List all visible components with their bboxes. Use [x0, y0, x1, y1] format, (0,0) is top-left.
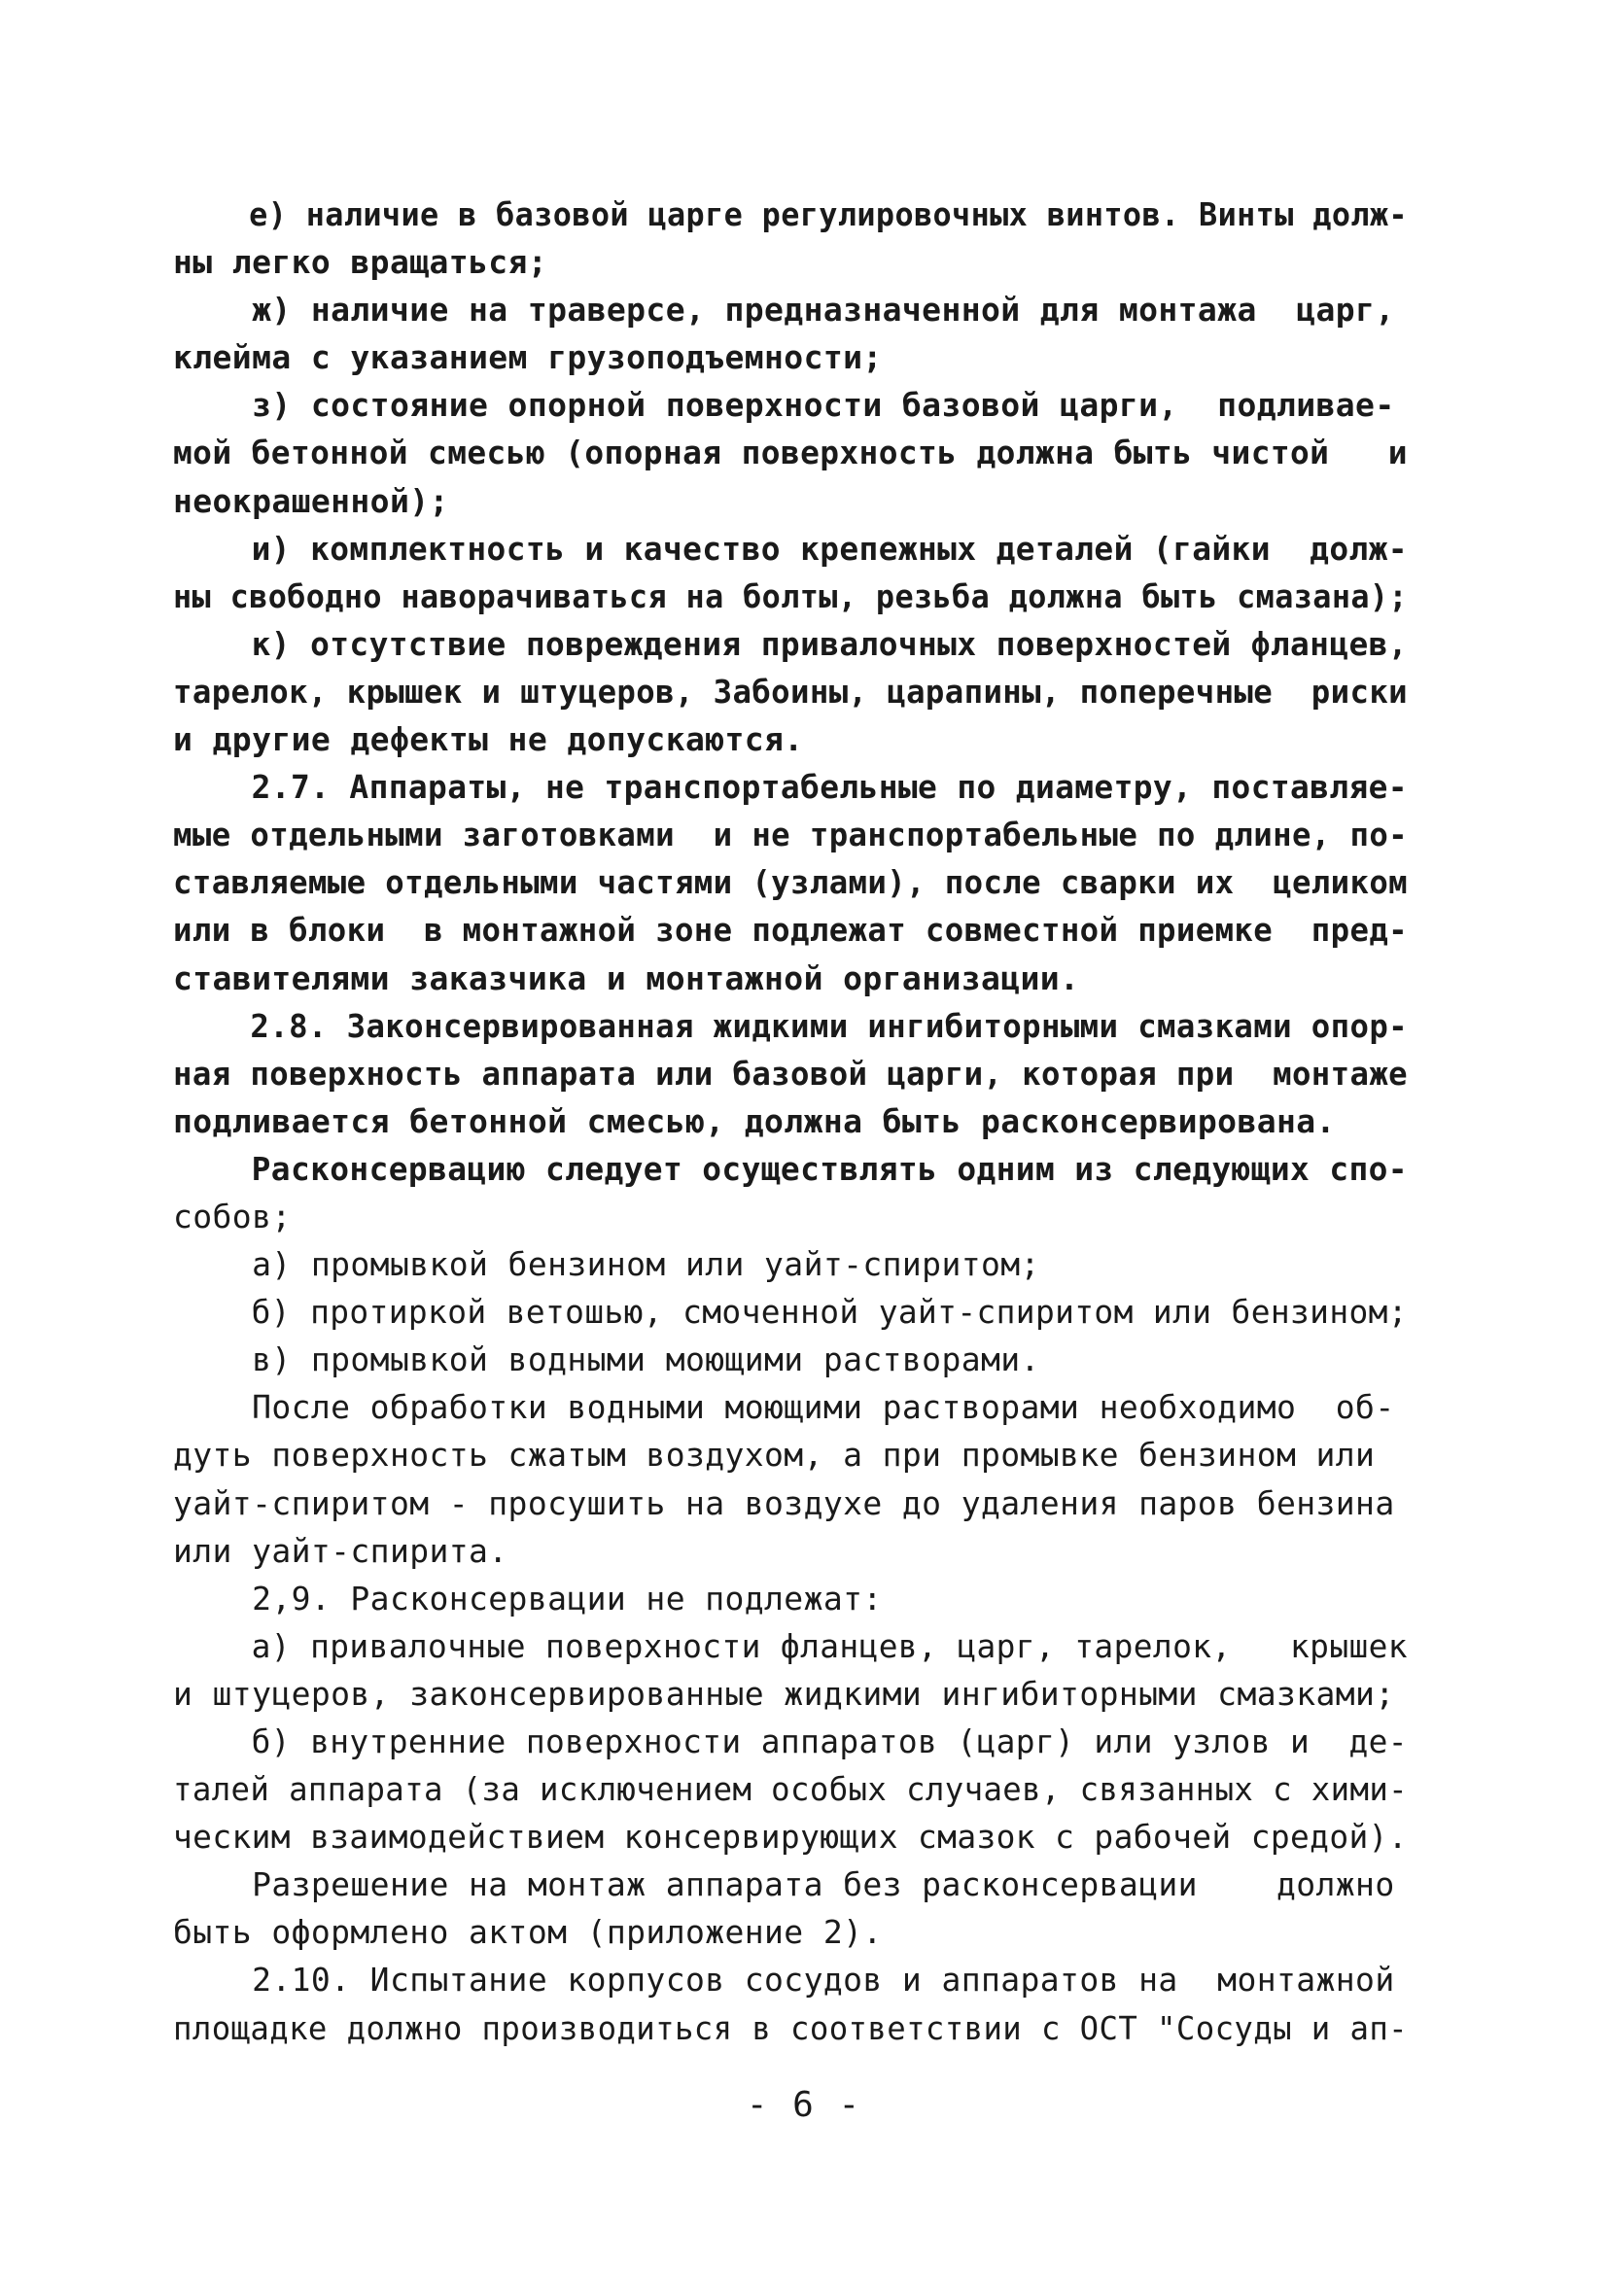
text-line-content: мой бетонной смесью (опорная поверхность должна быть чистой и	[173, 434, 1408, 472]
text-line-content: Расконсервацию следует осуществлять одним из следующих спо-	[173, 1149, 1408, 1188]
text-line	[173, 238, 1408, 286]
text-line	[173, 955, 1408, 1002]
text-line	[173, 286, 1408, 333]
text-line	[173, 1145, 1408, 1193]
text-line-content: к) отсутствие повреждения привалочных поверхностей фланцев,	[173, 624, 1408, 663]
text-line	[173, 906, 1408, 954]
text-line-content: 2.8. Законсервированная жидкими ингибиторными смазками опор-	[173, 1006, 1409, 1045]
text-line-content: ж) наличие на траверсе, предназначенной для монтажа царг,	[173, 291, 1395, 330]
text-line	[173, 191, 1408, 238]
text-line-content: ны легко вращаться;	[173, 243, 548, 282]
text-line	[173, 1622, 1408, 1670]
text-line	[173, 381, 1408, 429]
text-line-content: уайт-спиритом - просушить на воздухе до удаления паров бензина	[173, 1483, 1395, 1522]
text-line	[173, 620, 1408, 668]
text-line	[173, 1813, 1408, 1861]
text-line-content: б) протиркой ветошью, смоченной уайт-спиритом или бензином;	[173, 1293, 1408, 1332]
text-line-content: дуть поверхность сжатым воздухом, а при промывке бензином или	[173, 1436, 1376, 1475]
page-number: - 6 -	[746, 2085, 862, 2125]
text-line-content: и) комплектность и качество крепежных деталей (гайки долж-	[173, 529, 1408, 568]
text-line	[173, 573, 1408, 620]
text-line-content: 2,9. Расконсервации не подлежат:	[173, 1579, 883, 1618]
text-line	[173, 858, 1408, 906]
text-line-content: После обработки водными моющими растворами необходимо об-	[173, 1388, 1395, 1427]
text-line	[173, 1050, 1408, 1097]
text-line-content: площадке должно производиться в соответствии с ОСТ "Сосуды и ап-	[173, 2008, 1409, 2047]
text-line-content: ческим взаимодействием консервирующих смазок с рабочей средой).	[173, 1818, 1408, 1857]
text-line	[173, 2004, 1408, 2052]
text-line	[173, 1240, 1408, 1288]
text-line	[173, 1765, 1408, 1813]
text-line-content: собов;	[173, 1197, 292, 1235]
text-line	[173, 1097, 1408, 1145]
text-line-content: или в блоки в монтажной зоне подлежат совместной приемке пред-	[173, 911, 1409, 950]
text-line	[173, 668, 1408, 715]
text-line	[173, 811, 1408, 858]
text-line-content: 2.10. Испытание корпусов сосудов и аппаратов на монтажной	[173, 1961, 1395, 2000]
text-line	[173, 477, 1408, 525]
text-line-content: или уайт-спирита.	[173, 1531, 508, 1570]
text-line	[173, 1670, 1408, 1718]
text-line	[173, 1336, 1408, 1383]
text-line-content: ставляемые отдельными частями (узлами), после сварки их целиком	[173, 863, 1409, 902]
document-body	[173, 191, 1408, 2052]
text-line	[173, 1956, 1408, 2003]
text-line-content: а) привалочные поверхности фланцев, царг, тарелок, крышек	[173, 1626, 1408, 1665]
text-line-content: ная поверхность аппарата или базовой царги, которая при монтаже	[173, 1054, 1409, 1093]
text-line-content: ставителями заказчика и монтажной организации.	[173, 958, 1080, 997]
text-line	[173, 1575, 1408, 1622]
text-line-content: и другие дефекты не допускаются.	[173, 720, 804, 759]
text-line-content: 2.7. Аппараты, не транспортабельные по диаметру, поставляе-	[173, 768, 1408, 807]
text-line	[173, 1431, 1408, 1478]
text-line-content: а) промывкой бензином или уайт-спиритом;	[173, 1245, 1040, 1284]
text-line	[173, 1479, 1408, 1527]
text-line-content: талей аппарата (за исключением особых случаев, связанных с хими-	[173, 1770, 1409, 1809]
text-line-content: е) наличие в базовой царге регулировочных винтов. Винты долж-	[173, 195, 1408, 233]
text-line	[173, 1002, 1408, 1050]
text-line-content: быть оформлено актом (приложение 2).	[173, 1913, 883, 1952]
text-line-content: и штуцеров, законсервированные жидкими ингибиторными смазками;	[173, 1674, 1395, 1713]
text-line	[173, 1718, 1408, 1765]
text-line	[173, 1527, 1408, 1575]
text-line-content: неокрашенной);	[173, 481, 449, 520]
text-line	[173, 1193, 1408, 1240]
text-line-content: в) промывкой водными моющими растворами.	[173, 1340, 1040, 1379]
text-line	[173, 715, 1408, 763]
text-line-content: подливается бетонной смесью, должна быть расконсервирована.	[173, 1101, 1336, 1140]
text-line	[173, 333, 1408, 381]
text-line-content: Разрешение на монтаж аппарата без расконсервации должно	[173, 1865, 1395, 1904]
text-line	[173, 1861, 1408, 1908]
text-line-content: клейма с указанием грузоподъемности;	[173, 338, 883, 377]
text-line	[173, 1383, 1408, 1431]
text-line-content: б) внутренние поверхности аппаратов (царг) или узлов и де-	[173, 1722, 1408, 1760]
text-line-content: ны свободно наворачиваться на болты, резьба должна быть смазана);	[173, 576, 1408, 615]
text-line	[173, 1288, 1408, 1336]
text-line	[173, 763, 1408, 811]
text-line	[173, 429, 1408, 476]
text-line-content: тарелок, крышек и штуцеров, Забоины, царапины, поперечные риски	[173, 672, 1409, 711]
text-line	[173, 1908, 1408, 1956]
text-line-content: з) состояние опорной поверхности базовой царги, подливае-	[173, 386, 1395, 425]
text-line-content: мые отдельными заготовками и не транспортабельные по длине, по-	[173, 816, 1409, 854]
text-line	[173, 525, 1408, 573]
